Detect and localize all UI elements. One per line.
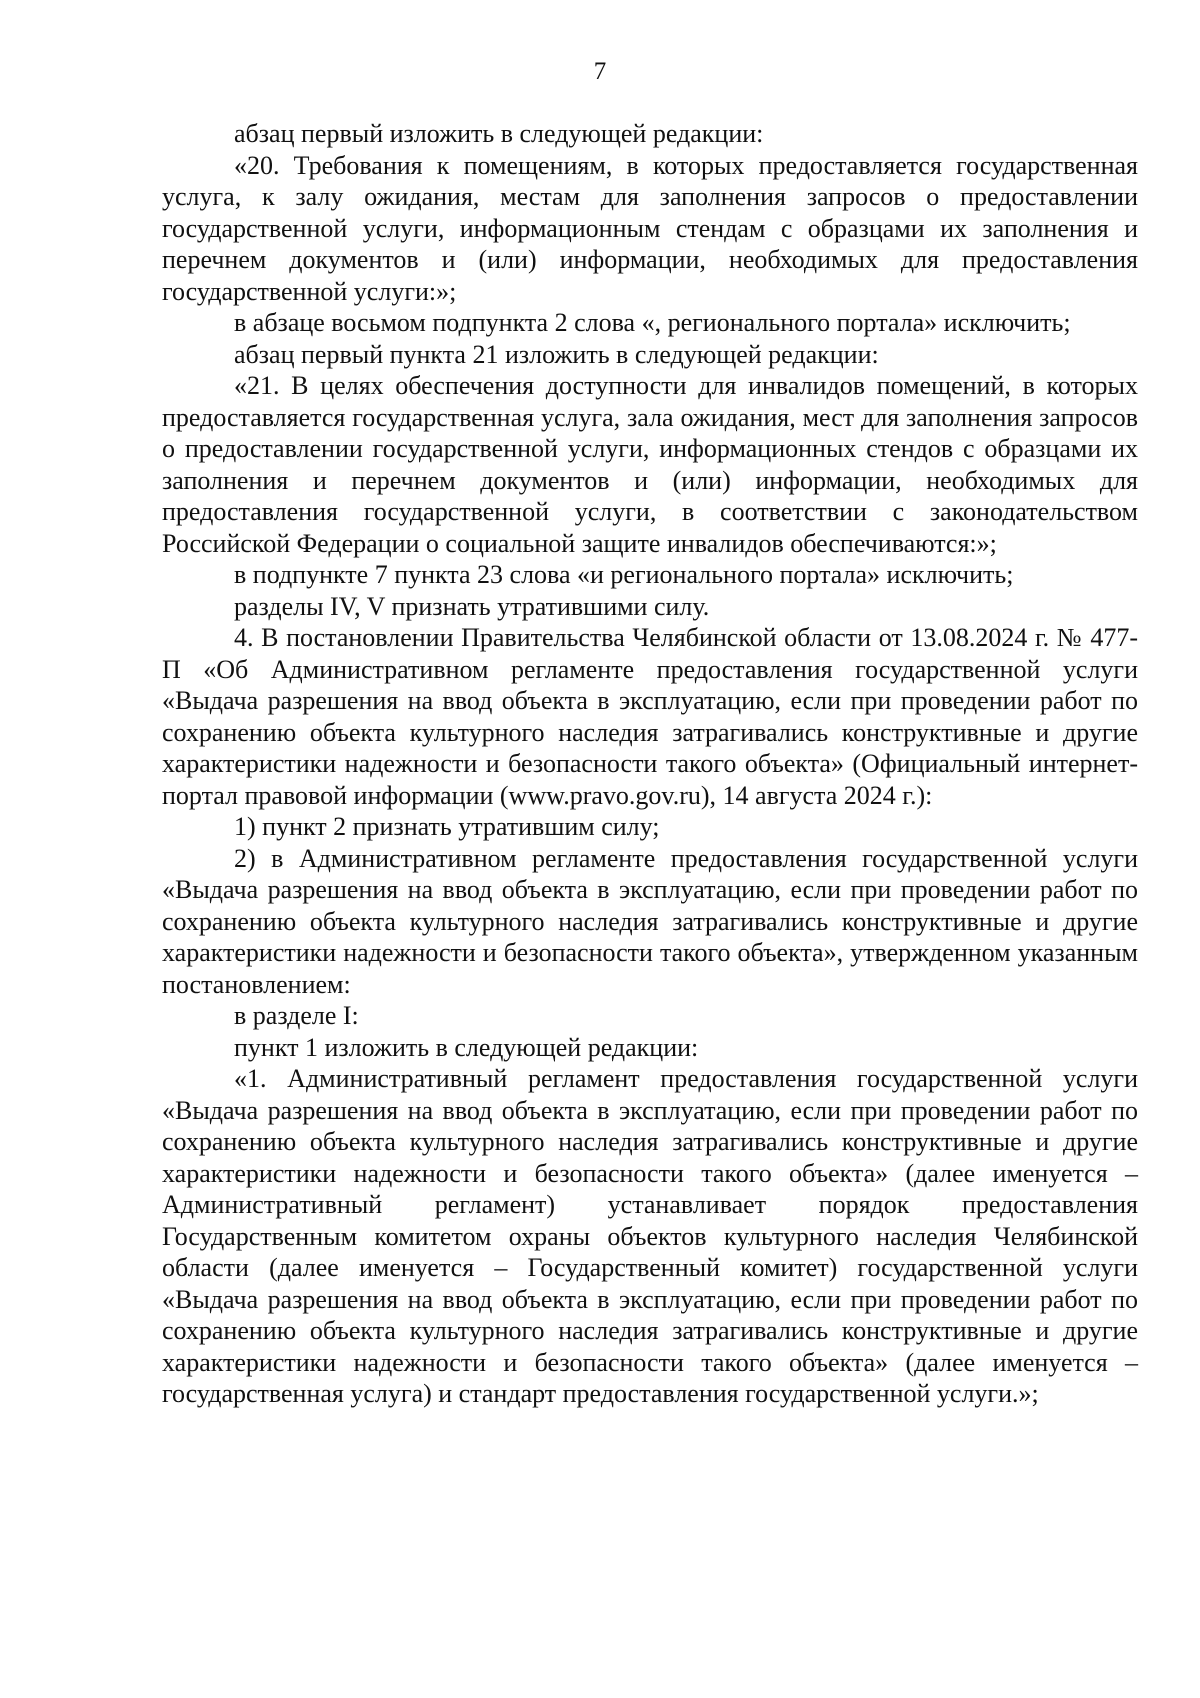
paragraph-punkt-1-intro: пункт 1 изложить в следующей редакции: [234,1032,699,1062]
paragraph-abzac-perviy: абзац первый изложить в следующей редакции: [234,119,764,148]
paragraph-abzac-vosmoy: в абзаце восьмом подпункта 2 слова «, регионального портала» исключить; [234,308,1071,337]
paragraph-punkt-23: в подпункте 7 пункта 23 слова «и регионального портала» исключить; [234,560,1014,589]
paragraph-punkt-1: «1. Административный регламент предоставления государственной услуги «Выдача разрешения на ввод объекта в эксплуатацию, если при проведении работ по сохранению объекта культурного наследия затрагивались конструктивные и другие характеристики надежности и безопасности такого объекта» (далее именуется – Административный регламент) устанавливает порядок предоставления Государственным комитетом охраны объектов культурного наследия Челябинской области (далее именуется – Государственный комитет) государственной услуги «Выдача разрешения на ввод объекта в эксплуатацию, если при проведении работ по сохранению объекта культурного наследия затрагивались конструктивные и другие характеристики надежности и безопасности такого объекта» (далее именуется – государственная услуга) и стандарт предоставления государственной услуги.»; [162,1064,1138,1408]
paragraph-item-4: 4. В постановлении Правительства Челябинской области от 13.08.2024 г. № 477-П «Об Административном регламенте предоставления государственной услуги «Выдача разрешения на ввод объекта в эксплуатацию, если при проведении работ по сохранению объекта культурного наследия затрагивались конструктивные и другие характеристики надежности и безопасности такого объекта» (Официальный интернет-портал правовой информации (www.pravo.gov.ru), 14 августа 2024 г.): [162,623,1138,810]
paragraph-punkt-21: «21. В целях обеспечения доступности для инвалидов помещений, в которых предоставляется государственная услуга, зала ожидания, мест для заполнения запросов о предоставлении государственной услуги, информационных стендов с образцами их заполнения и перечнем документов и (или) информации, необходимых для предоставления государственной услуги, в соответствии с законодательством Российской Федерации о социальной защите инвалидов обеспечиваются:»; [162,371,1138,558]
paragraph-razdel-1: в разделе I: [234,1001,359,1030]
document-body [162,118,1138,1410]
paragraph-subitem-2: 2) в Административном регламенте предоставления государственной услуги «Выдача разрешения на ввод объекта в эксплуатацию, если при проведении работ по сохранению объекта культурного наследия затрагивались конструктивные и другие характеристики надежности и безопасности такого объекта», утвержденном указанным постановлением: [162,843,1138,999]
paragraph-razdely: разделы IV, V признать утратившими силу. [234,591,710,621]
paragraph-punkt-21-intro: абзац первый пункта 21 изложить в следующей редакции: [234,339,879,369]
page-number: 7 [593,58,607,85]
paragraph-punkt-20: «20. Требования к помещениям, в которых предоставляется государственная услуга, к залу ожидания, местам для заполнения запросов о предоставлении государственной услуги, информационным стендам с образцами их заполнения и перечнем документов и (или) информации, необходимых для предоставления государственной услуги:»; [162,150,1138,306]
paragraph-subitem-1: 1) пункт 2 признать утратившим силу; [234,812,660,841]
